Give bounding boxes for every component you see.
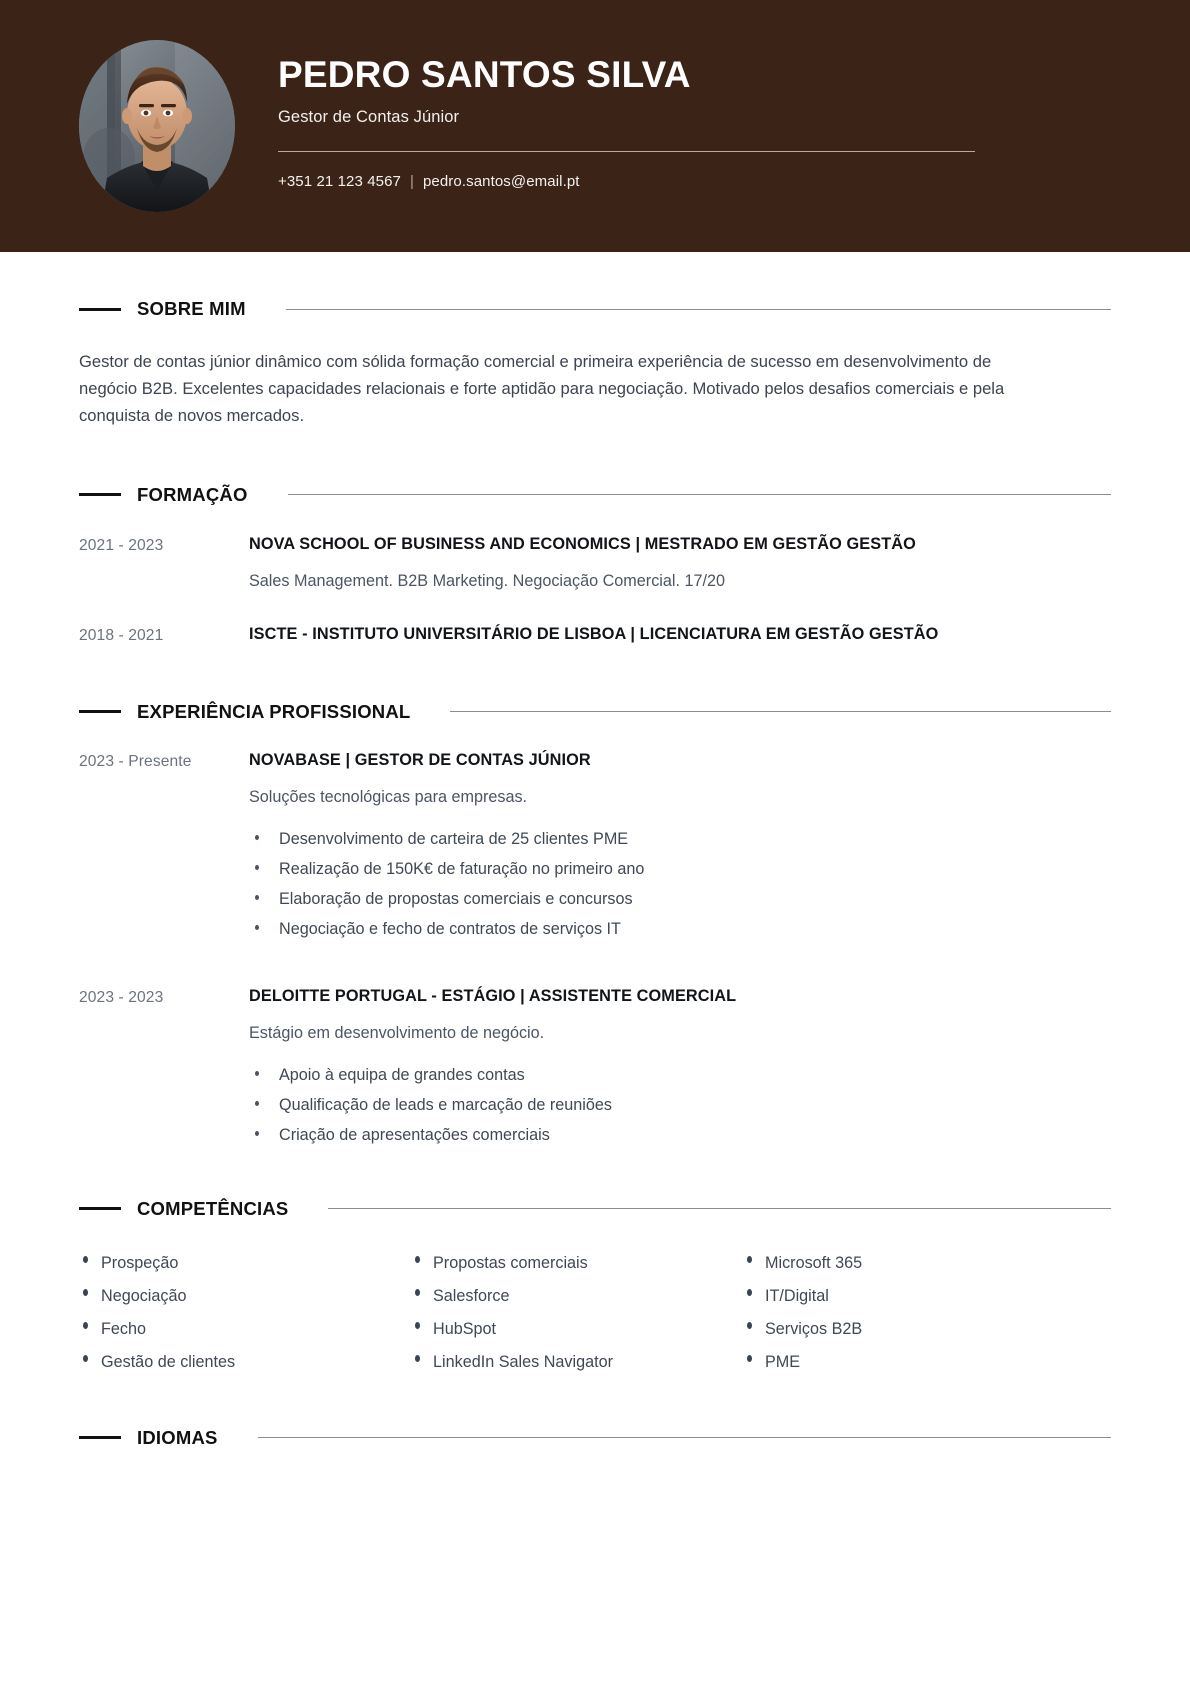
- header-text-block: [278, 54, 1190, 189]
- education-entry: [79, 533, 1111, 593]
- skill-item: Serviços B2B: [743, 1313, 1111, 1346]
- email-address[interactable]: pedro.santos@email.pt: [422, 172, 580, 190]
- skill-item: Prospeção: [79, 1247, 411, 1280]
- list-item: Qualificação de leads e marcação de reuniões: [249, 1091, 1111, 1121]
- section-rule: [288, 494, 1111, 495]
- education-title: NOVA SCHOOL OF BUSINESS AND ECONOMICS | MESTRADO EM GESTÃO GESTÃO: [249, 534, 916, 553]
- section-heading-education: [79, 484, 1111, 506]
- skill-item: Salesforce: [411, 1280, 743, 1313]
- skill-item: Negociação: [79, 1280, 411, 1313]
- education-content: [249, 623, 1111, 645]
- skill-item: Gestão de clientes: [79, 1346, 411, 1379]
- job-title: Gestor de Contas Júnior: [278, 107, 460, 126]
- experience-title: DELOITTE PORTUGAL - ESTÁGIO | ASSISTENTE COMERCIAL: [249, 986, 737, 1005]
- education-title: ISCTE - INSTITUTO UNIVERSITÁRIO DE LISBOA | LICENCIATURA EM GESTÃO GESTÃO: [249, 625, 939, 644]
- section-dash-icon: [79, 1436, 121, 1439]
- skill-item: IT/Digital: [743, 1280, 1111, 1313]
- education-content: [249, 533, 1111, 593]
- section-title-languages: IDIOMAS: [137, 1426, 218, 1448]
- contact-separator: |: [409, 172, 414, 190]
- experience-bullet-list: [249, 825, 1111, 944]
- section-title-education: FORMAÇÃO: [137, 483, 248, 505]
- experience-date: 2023 - 2023: [79, 988, 164, 1006]
- skill-item: Microsoft 365: [743, 1247, 1111, 1280]
- section-dash-icon: [79, 493, 121, 496]
- section-experience: [79, 701, 1111, 1151]
- experience-entry: [79, 749, 1111, 945]
- education-entry: [79, 623, 1111, 647]
- education-date: 2021 - 2023: [79, 536, 164, 554]
- experience-description: Soluções tecnológicas para empresas.: [249, 787, 528, 806]
- section-title-about: SOBRE MIM: [137, 298, 246, 319]
- about-paragraph: Gestor de contas júnior dinâmico com sólida formação comercial e primeira experiência de sucesso em desenvolvimento de negócio B2B. Excelentes capacidades relacionais e forte aptidão para negociação. Motivado pelos desafios comerciais e pela conquista de novos mercados.: [79, 352, 1005, 425]
- contact-line: [278, 173, 1040, 190]
- section-rule: [328, 1208, 1111, 1209]
- experience-content: [249, 985, 1111, 1151]
- skills-grid: [79, 1247, 1111, 1379]
- section-dash-icon: [79, 710, 121, 713]
- list-item: Desenvolvimento de carteira de 25 clientes PME: [249, 825, 1111, 855]
- phone-number[interactable]: +351 21 123 4567: [278, 172, 401, 190]
- skill-item: HubSpot: [411, 1313, 743, 1346]
- list-item: Criação de apresentações comerciais: [249, 1121, 1111, 1151]
- section-heading-languages: [79, 1427, 1111, 1449]
- experience-date: 2023 - Presente: [79, 752, 192, 770]
- section-rule: [450, 711, 1111, 712]
- skill-item: Fecho: [79, 1313, 411, 1346]
- experience-title: NOVABASE | GESTOR DE CONTAS JÚNIOR: [249, 750, 591, 769]
- section-title-experience: EXPERIÊNCIA PROFISSIONAL: [137, 700, 411, 722]
- page-title: PEDRO SANTOS SILVA: [278, 54, 691, 96]
- experience-bullet-list: [249, 1061, 1111, 1150]
- section-heading-experience: [79, 701, 1111, 723]
- section-skills: [79, 1198, 1111, 1379]
- resume-body: [0, 298, 1190, 1449]
- experience-entry: [79, 985, 1111, 1151]
- section-rule: [286, 309, 1111, 310]
- profile-photo-image: [79, 40, 235, 212]
- section-heading-skills: [79, 1198, 1111, 1220]
- section-dash-icon: [79, 1207, 121, 1210]
- experience-description: Estágio em desenvolvimento de negócio.: [249, 1023, 545, 1042]
- list-item: Realização de 150K€ de faturação no primeiro ano: [249, 855, 1111, 885]
- list-item: Apoio à equipa de grandes contas: [249, 1061, 1111, 1091]
- section-heading-about: [79, 298, 1111, 320]
- skill-item: PME: [743, 1346, 1111, 1379]
- list-item: Elaboração de propostas comerciais e concursos: [249, 885, 1111, 915]
- avatar: [79, 40, 235, 212]
- skill-item: LinkedIn Sales Navigator: [411, 1346, 743, 1379]
- section-rule: [258, 1437, 1111, 1438]
- section-title-skills: COMPETÊNCIAS: [137, 1197, 289, 1219]
- list-item: Negociação e fecho de contratos de serviços IT: [249, 915, 1111, 945]
- resume-header: [0, 0, 1190, 252]
- education-date: 2018 - 2021: [79, 627, 164, 645]
- section-about: [79, 298, 1111, 430]
- section-languages: [79, 1427, 1111, 1449]
- education-description: Sales Management. B2B Marketing. Negociação Comercial. 17/20: [249, 571, 725, 590]
- skill-item: Propostas comerciais: [411, 1247, 743, 1280]
- experience-content: [249, 749, 1111, 945]
- section-dash-icon: [79, 308, 121, 311]
- header-divider: [278, 151, 975, 152]
- section-education: [79, 484, 1111, 647]
